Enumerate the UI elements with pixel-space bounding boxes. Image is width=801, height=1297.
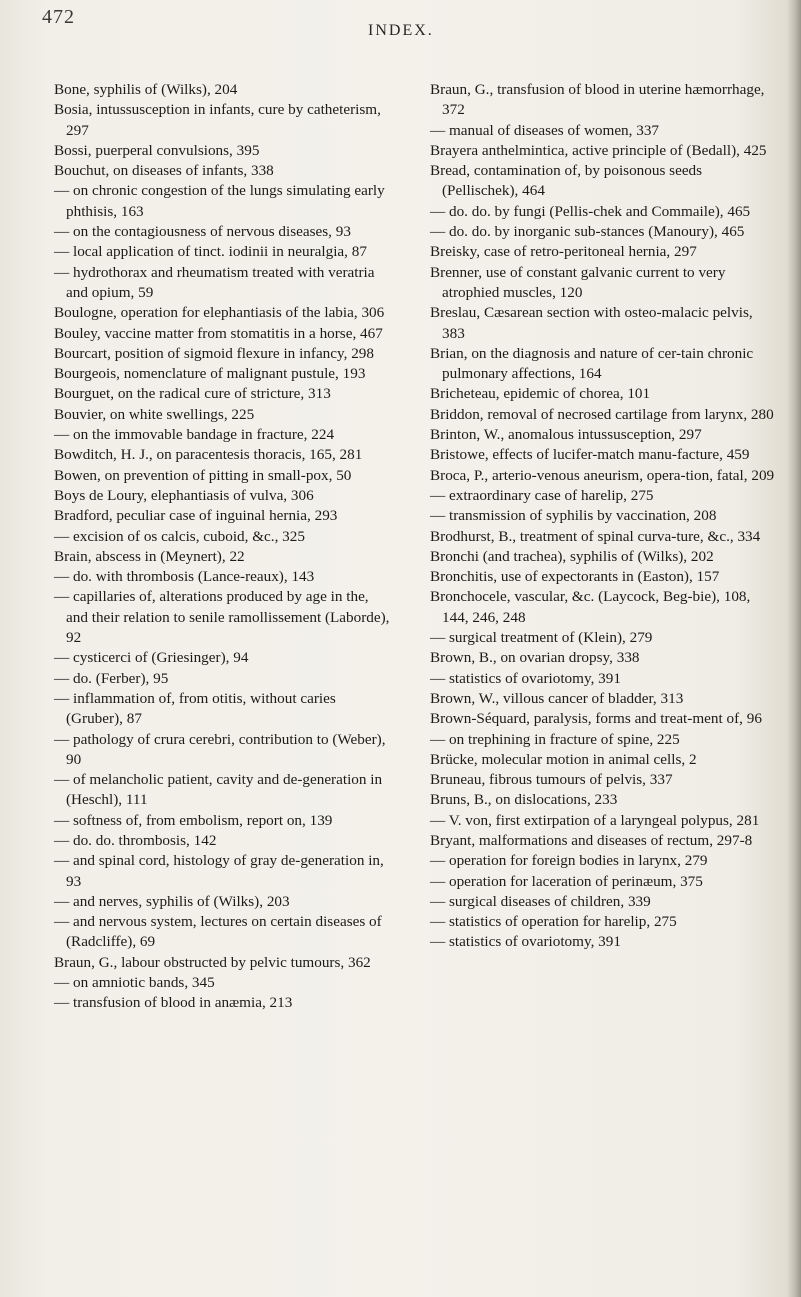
index-entry: Broca, P., arterio-venous aneurism, opera-tion, fatal, 209 [430, 466, 775, 484]
index-entry: — operation for foreign bodies in larynx, 279 [430, 852, 708, 870]
index-entry: Breslau, Cæsarean section with osteo-malacic pelvis, 383 [430, 304, 753, 342]
index-entry: Boulogne, operation for elephantiasis of the labia, 306 [54, 304, 385, 322]
index-entry: — operation for laceration of perinæum, 375 [430, 872, 703, 890]
index-entry: — and nervous system, lectures on certain diseases of (Radcliffe), 69 [54, 913, 382, 951]
index-entry: Boys de Loury, elephantiasis of vulva, 306 [54, 486, 314, 504]
index-entry: — transmission of syphilis by vaccination, 208 [430, 507, 717, 525]
index-entry: Brayera anthelmintica, active principle of (Bedall), 425 [430, 141, 767, 159]
index-entry: — do. do. thrombosis, 142 [54, 831, 217, 849]
index-entry: — do. with thrombosis (Lance-reaux), 143 [54, 568, 315, 586]
index-entry: Brodhurst, B., treatment of spinal curva-ture, &c., 334 [430, 527, 761, 545]
index-entry: Breisky, case of retro-peritoneal hernia, 297 [430, 243, 697, 261]
index-entry: Brenner, use of constant galvanic current to very atrophied muscles, 120 [430, 263, 726, 301]
index-entry: Brücke, molecular motion in animal cells, 2 [430, 750, 697, 768]
index-entry: Braun, G., labour obstructed by pelvic tumours, 362 [54, 953, 371, 971]
index-entry: — inflammation of, from otitis, without caries (Gruber), 87 [54, 689, 336, 728]
index-entry: Bronchitis, use of expectorants in (Easton), 157 [430, 568, 720, 586]
index-entry: Bronchocele, vascular, &c. (Laycock, Beg-bie), 108, 144, 246, 248 [430, 588, 751, 626]
index-entry: — local application of tinct. iodinii in neuralgia, 87 [54, 243, 367, 261]
index-entry: — do. (Ferber), 95 [54, 669, 169, 687]
index-entry: — on the contagiousness of nervous diseases, 93 [54, 223, 351, 241]
index-entry: Bone, syphilis of (Wilks), 204 [54, 81, 238, 98]
index-entry: — pathology of crura cerebri, contribution to (Weber), 90 [54, 730, 386, 768]
index-entry: Bouvier, on white swellings, 225 [54, 405, 255, 423]
index-entry: Bronchi (and trachea), syphilis of (Wilks), 202 [430, 547, 714, 565]
index-entry: Bouley, vaccine matter from stomatitis in a horse, 467 [54, 324, 383, 342]
index-entry: Bristowe, effects of lucifer-match manu-facture, 459 [430, 446, 750, 464]
index-entry: Bricheteau, epidemic of chorea, 101 [430, 385, 651, 403]
index-entry: Bowditch, H. J., on paracentesis thoracis, 165, 281 [54, 446, 363, 464]
index-entry: — manual of diseases of women, 337 [430, 121, 660, 139]
index-entry: Bouchut, on diseases of infants, 338 [54, 162, 274, 180]
index-entry: — V. von, first extirpation of a laryngeal polypus, 281 [430, 811, 760, 829]
index-entry: — cysticerci of (Griesinger), 94 [54, 649, 249, 667]
index-entry: Brown-Séquard, paralysis, forms and treat-ment of, 96 [430, 710, 762, 728]
index-column-left [54, 80, 392, 1014]
index-entry: Bourgeois, nomenclature of malignant pustule, 193 [54, 365, 366, 383]
index-entry: — capillaries of, alterations produced by age in the, and their relation to senile ramollissement (Laborde), 92 [54, 588, 390, 647]
index-column-right [430, 80, 775, 953]
index-entry: Bosia, intussusception in infants, cure by catheterism, 297 [54, 101, 381, 139]
index-entry: Bourcart, position of sigmoid flexure in infancy, 298 [54, 344, 374, 362]
index-entry: — hydrothorax and rheumatism treated with veratria and opium, 59 [54, 263, 375, 301]
index-entry: Bowen, on prevention of pitting in small-pox, 50 [54, 466, 352, 484]
index-entry: Brain, abscess in (Meynert), 22 [54, 547, 245, 565]
index-entry: Brinton, W., anomalous intussusception, 297 [430, 426, 702, 444]
index-entry: Bourguet, on the radical cure of stricture, 313 [54, 385, 331, 403]
index-entry: Brian, on the diagnosis and nature of cer-tain chronic pulmonary affections, 164 [430, 344, 754, 383]
index-entry: — do. do. by fungi (Pellis-chek and Commaile), 465 [430, 202, 751, 220]
index-entry: — on trephining in fracture of spine, 225 [430, 730, 680, 748]
index-entry: — softness of, from embolism, report on, 139 [54, 811, 333, 829]
index-entry: — extraordinary case of harelip, 275 [430, 486, 654, 504]
index-entry: — and spinal cord, histology of gray de-generation in, 93 [54, 852, 384, 890]
index-entry: Bread, contamination of, by poisonous seeds (Pellischek), 464 [430, 162, 703, 200]
index-entry: — and nerves, syphilis of (Wilks), 203 [54, 892, 290, 910]
index-entry: — on chronic congestion of the lungs simulating early phthisis, 163 [54, 182, 385, 220]
index-entry: Brown, B., on ovarian dropsy, 338 [430, 649, 640, 667]
index-entry: Bruneau, fibrous tumours of pelvis, 337 [430, 771, 673, 789]
index-entry: — surgical diseases of children, 339 [430, 892, 651, 910]
index-entry: — statistics of ovariotomy, 391 [430, 933, 621, 951]
index-entry: — excision of os calcis, cuboid, &c., 325 [54, 527, 305, 545]
index-entry: — transfusion of blood in anæmia, 213 [54, 994, 293, 1012]
index-entry: Bradford, peculiar case of inguinal hernia, 293 [54, 507, 338, 525]
index-entry: — statistics of operation for harelip, 275 [430, 913, 677, 931]
index-entry: — of melancholic patient, cavity and de-generation in (Heschl), 111 [54, 771, 383, 809]
index-entry: — do. do. by inorganic sub-stances (Manoury), 465 [430, 223, 745, 241]
page-edge-shadow [787, 0, 801, 1297]
page-number: 472 [42, 6, 75, 28]
running-head: INDEX. [368, 22, 434, 39]
index-entry: — surgical treatment of (Klein), 279 [430, 629, 653, 647]
index-entry: — on amniotic bands, 345 [54, 974, 215, 992]
index-entry: Bruns, B., on dislocations, 233 [430, 791, 618, 809]
index-entry: Braun, G., transfusion of blood in uterine hæmorrhage, 372 [430, 81, 765, 119]
index-entry: — statistics of ovariotomy, 391 [430, 669, 621, 687]
index-entry: — on the immovable bandage in fracture, 224 [54, 426, 335, 444]
index-entry: Briddon, removal of necrosed cartilage from larynx, 280 [430, 405, 774, 423]
index-entry: Bryant, malformations and diseases of rectum, 297-8 [430, 831, 753, 849]
index-entry: Brown, W., villous cancer of bladder, 313 [430, 689, 684, 707]
index-entry: Bossi, puerperal convulsions, 395 [54, 141, 260, 159]
